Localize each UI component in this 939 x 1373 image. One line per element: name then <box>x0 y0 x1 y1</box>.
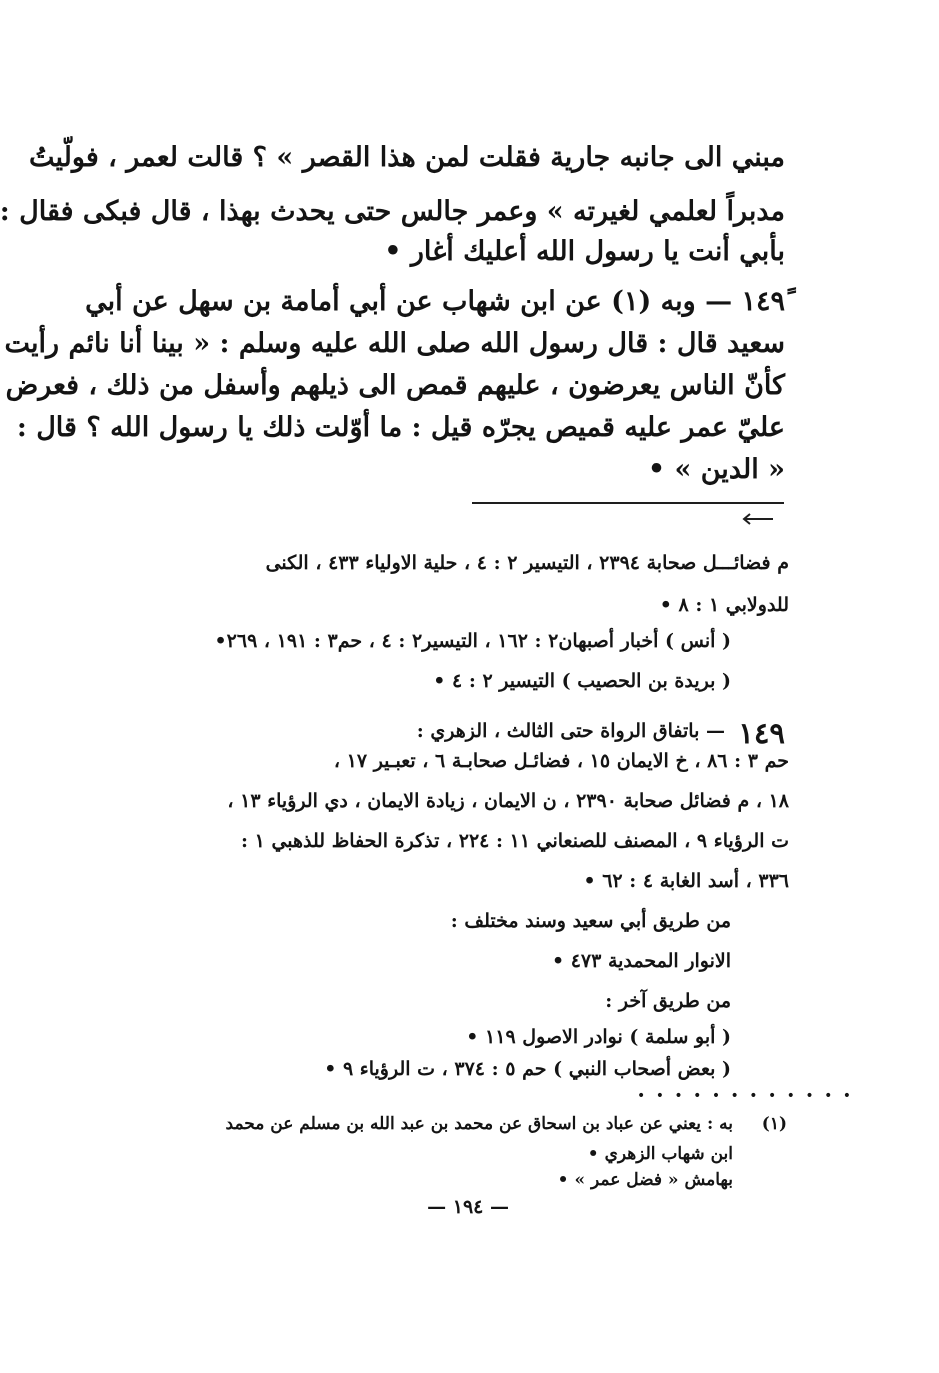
hadith-149-line-5: « الدين » • <box>647 454 785 485</box>
note-route-line-5: ( بعض أصحاب النبي ) حم ٥ : ٣٧٤ ، ت الرؤياء ٩ • <box>324 1058 731 1080</box>
section-divider <box>472 502 784 504</box>
main-text-line-3: بأبي أنت يا رسول الله أعليك أغار • <box>384 236 785 267</box>
hadith-149-line-1: ١٤٩ً — وبه (١) عن ابن شهاب عن أبي أمامة بن سهل عن أبي <box>85 286 785 317</box>
main-text-line-1: مبني الى جانبه جارية فقلت لمن هذا القصر » ؟ قالت لعمر ، فولّيتُ <box>29 142 785 173</box>
note-149-line-1: حم ٣ : ٨٦ ، خ الايمان ١٥ ، فضائـل صحابـة ٦ ، تعبـير ١٧ ، <box>333 750 789 772</box>
footnote-marker: (١) <box>761 1114 787 1134</box>
note-route-line-1: من طريق أبي سعيد وسند مختلف : <box>450 910 731 932</box>
note-149-line-2: ١٨ ، م فضائل صحابة ٢٣٩٠ ، ن الايمان ، زيادة الايمان ، دي الرؤياء ١٣ ، <box>227 790 789 812</box>
hadith-149-line-2: سعيد قال : قال رسول الله صلى الله عليه وسلم : « بينا أنا نائم رأيت <box>4 328 785 359</box>
note-149-heading-number: ١٤٩ <box>738 716 785 750</box>
footnote-line-3: بهامش « فضل عمر » • <box>557 1170 733 1190</box>
note-149-heading: — باتفاق الرواة حتى الثالث ، الزهري : <box>416 720 725 742</box>
note-route-line-4: ( أبو سلمة ) نوادر الاصول ١١٩ • <box>466 1026 731 1048</box>
footnote-line-1: به : يعني عن عباد بن اسحاق عن محمد بن عبد الله بن مسلم عن محمد <box>225 1114 733 1134</box>
hadith-149-line-3: كأنّ الناس يعرضون ، عليهم قمص الى ذيلهم وأسفل من ذلك ، فعرض <box>5 370 785 401</box>
note-route-line-2: الانوار المحمدية ٤٧٣ • <box>551 950 731 972</box>
footnote-line-2: ابن شهاب الزهري • <box>587 1144 733 1164</box>
page-number: — ١٩٤ — <box>427 1196 509 1218</box>
note-149-line-3: ت الرؤياء ٩ ، المصنف للصنعاني ١١ : ٢٢٤ ، تذكرة الحفاظ للذهبي ١ : <box>240 830 789 852</box>
note-line-1: م فضائـــل صحابة ٢٣٩٤ ، التيسير ٢ : ٤ ، حلية الاولياء ٤٣٣ ، الكنى <box>265 552 789 574</box>
note-route-line-3: من طريق آخر : <box>605 990 731 1012</box>
note-line-2: للدولابي ١ : ٨ • <box>659 594 789 616</box>
main-text-line-2: مدبراً لعلمي لغيرته » وعمر جالس حتى يحدث بهذا ، قال فبكى فقال : <box>0 196 785 227</box>
left-arrow-icon <box>742 512 774 526</box>
hadith-149-line-4: عليّ عمر عليه قميص يجرّه قيل : ما أوّلت ذلك يا رسول الله ؟ قال : <box>16 412 785 443</box>
note-149-line-4: ٣٣٦ ، أسد الغابة ٤ : ٦٢ • <box>583 870 789 892</box>
note-line-3: ( أنس ) أخبار أصبهان٢ : ١٦٢ ، التيسير٢ : ٤ ، حم٣ : ١٩١ ، ٢٦٩• <box>214 630 731 652</box>
note-149-number <box>738 716 785 750</box>
note-line-4: ( بريدة بن الحصيب ) التيسير ٢ : ٤ • <box>433 670 731 692</box>
dotted-separator: • • • • • • • • • • • • <box>637 1088 855 1104</box>
